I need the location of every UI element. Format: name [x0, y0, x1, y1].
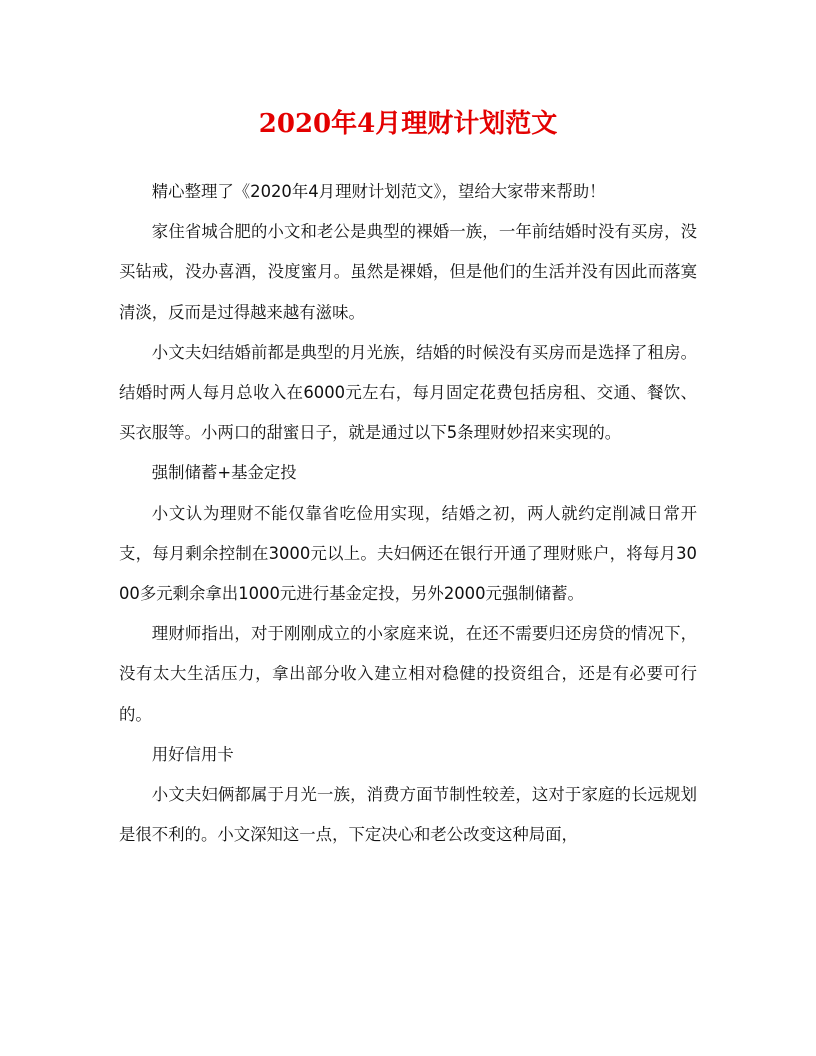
paragraph-intro: 精心整理了《2020年4月理财计划范文》，望给大家带来帮助！ [151, 182, 606, 201]
section-heading-credit-card: 用好信用卡 [151, 744, 234, 764]
section-heading-savings: 强制储蓄+基金定投 [151, 463, 297, 483]
paragraph-advisor: 理财师指出，对于刚刚成立的小家庭来说，在还不需要归还房贷的情况下，没有太大生活压力，拿出部分收入建立相对稳健的投资组合，还是有必要可行的。 [119, 624, 697, 724]
document-body [119, 172, 697, 855]
paragraph-background: 家住省城合肥的小文和老公是典型的裸婚一族，一年前结婚时没有买房，没买钻戒，没办喜酒，没度蜜月。虽然是裸婚，但是他们的生活并没有因此而落寞清淡，反而是过得越来越有滋味。 [119, 222, 697, 322]
paragraph-credit-card: 小文夫妇俩都属于月光一族，消费方面节制性较差，这对于家庭的长远规划是很不利的。小文深知这一点，下定决心和老公改变这种局面， [119, 785, 697, 845]
paragraph-savings: 小文认为理财不能仅靠省吃俭用实现，结婚之初，两人就约定削减日常开支，每月剩余控制在3000元以上。夫妇俩还在银行开通了理财账户，将每月3000多元剩余拿出1000元进行基金定投，另外2000元强制储蓄。 [119, 503, 697, 604]
document-title: 2020年4月理财计划范文 [258, 109, 558, 139]
paragraph-income: 小文夫妇结婚前都是典型的月光族，结婚的时候没有买房而是选择了租房。结婚时两人每月总收入在6000元左右，每月固定花费包括房租、交通、餐饮、买衣服等。小两口的甜蜜日子，就是通过以下5条理财妙招来实现的。 [119, 342, 697, 443]
